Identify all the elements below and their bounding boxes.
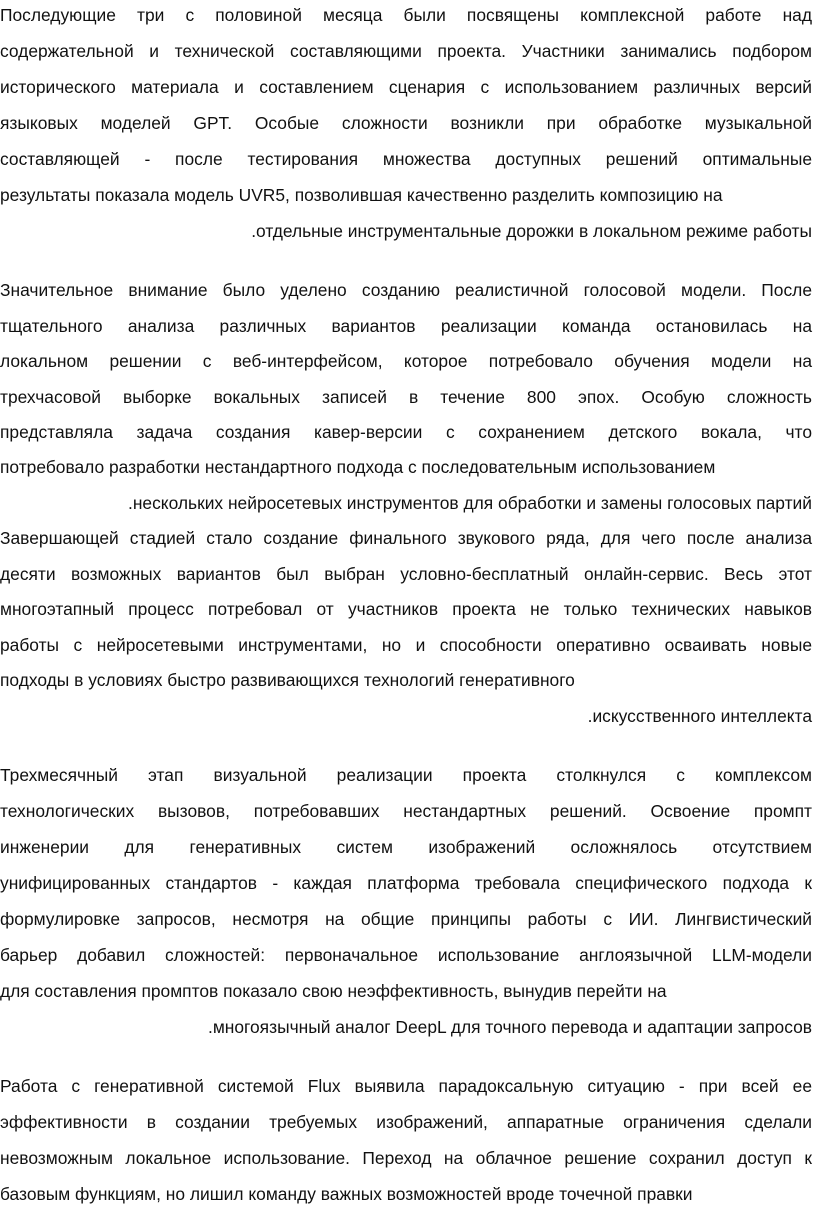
text-line: Трехмесячный этап визуальной реализации проекта столкнулся с комплексом xyxy=(0,765,812,785)
text-line: локальном решении с веб-интерфейсом, которое потребовало обучения модели на xyxy=(0,351,812,371)
text-line: .многоязычный аналог DeepL для точного перевода и адаптации запросов xyxy=(207,1017,812,1037)
text-line: Работа с генеративной системой Flux выявила парадоксальную ситуацию - при всей ее xyxy=(0,1076,812,1096)
text-line: невозможным локальное использование. Переход на облачное решение сохранил доступ к xyxy=(0,1148,812,1168)
text-line: для составления промптов показало свою неэффективность, вынудив перейти на xyxy=(0,981,667,1001)
text-line: инженерии для генеративных систем изображений осложнялось отсутствием xyxy=(0,837,812,857)
text-line: исторического материала и составлением сценария с использованием различных версий xyxy=(0,77,812,97)
text-line: .искусственного интеллекта xyxy=(587,706,812,726)
text-line: формулировке запросов, несмотря на общие принципы работы с ИИ. Лингвистический xyxy=(0,909,812,929)
text-line: содержательной и технической составляющими проекта. Участники занимались подбором xyxy=(0,41,812,61)
text-line: трехчасовой выборке вокальных записей в течение 800 эпох. Особую сложность xyxy=(0,387,812,407)
text-line: базовым функциям, но лишил команду важных возможностей вроде точечной правки xyxy=(0,1184,693,1204)
text-line: представляла задача создания кавер-версии с сохранением детского вокала, что xyxy=(0,422,812,442)
text-line: Завершающей стадией стало создание финального звукового ряда, для чего после анализа xyxy=(0,528,812,548)
text-line: многоэтапный процесс потребовал от участников проекта не только технических навыков xyxy=(0,599,812,619)
text-line: подходы в условиях быстро развивающихся технологий генеративного xyxy=(0,670,575,690)
text-line: работы с нейросетевыми инструментами, но и способности оперативно осваивать новые xyxy=(0,635,812,655)
text-line: тщательного анализа различных вариантов реализации команда остановилась на xyxy=(0,316,812,336)
text-line: эффективности в создании требуемых изображений, аппаратные ограничения сделали xyxy=(0,1112,812,1132)
text-line: десяти возможных вариантов был выбран условно-бесплатный онлайн-сервис. Весь этот xyxy=(0,564,812,584)
text-line: составляющей - после тестирования множества доступных решений оптимальные xyxy=(0,149,812,169)
text-line: языковых моделей GPT. Особые сложности возникли при обработке музыкальной xyxy=(0,113,812,133)
text-line: унифицированных стандартов - каждая платформа требовала специфического подхода к xyxy=(0,873,812,893)
text-line: технологических вызовов, потребовавших нестандартных решений. Освоение промпт xyxy=(0,801,812,821)
text-line: барьер добавил сложностей: первоначальное использование англоязычной LLM-модели xyxy=(0,945,812,965)
text-line: .нескольких нейросетевых инструментов для обработки и замены голосовых партий xyxy=(128,493,812,513)
text-line: Последующие три с половиной месяца были посвящены комплексной работе над xyxy=(0,5,812,25)
text-line: результаты показала модель UVR5, позволившая качественно разделить композицию на xyxy=(0,185,723,205)
text-line: Значительное внимание было уделено созданию реалистичной голосовой модели. После xyxy=(0,280,812,300)
text-line: .отдельные инструментальные дорожки в локальном режиме работы xyxy=(251,221,812,241)
text-line: потребовало разработки нестандартного подхода с последовательным использованием xyxy=(0,457,716,477)
